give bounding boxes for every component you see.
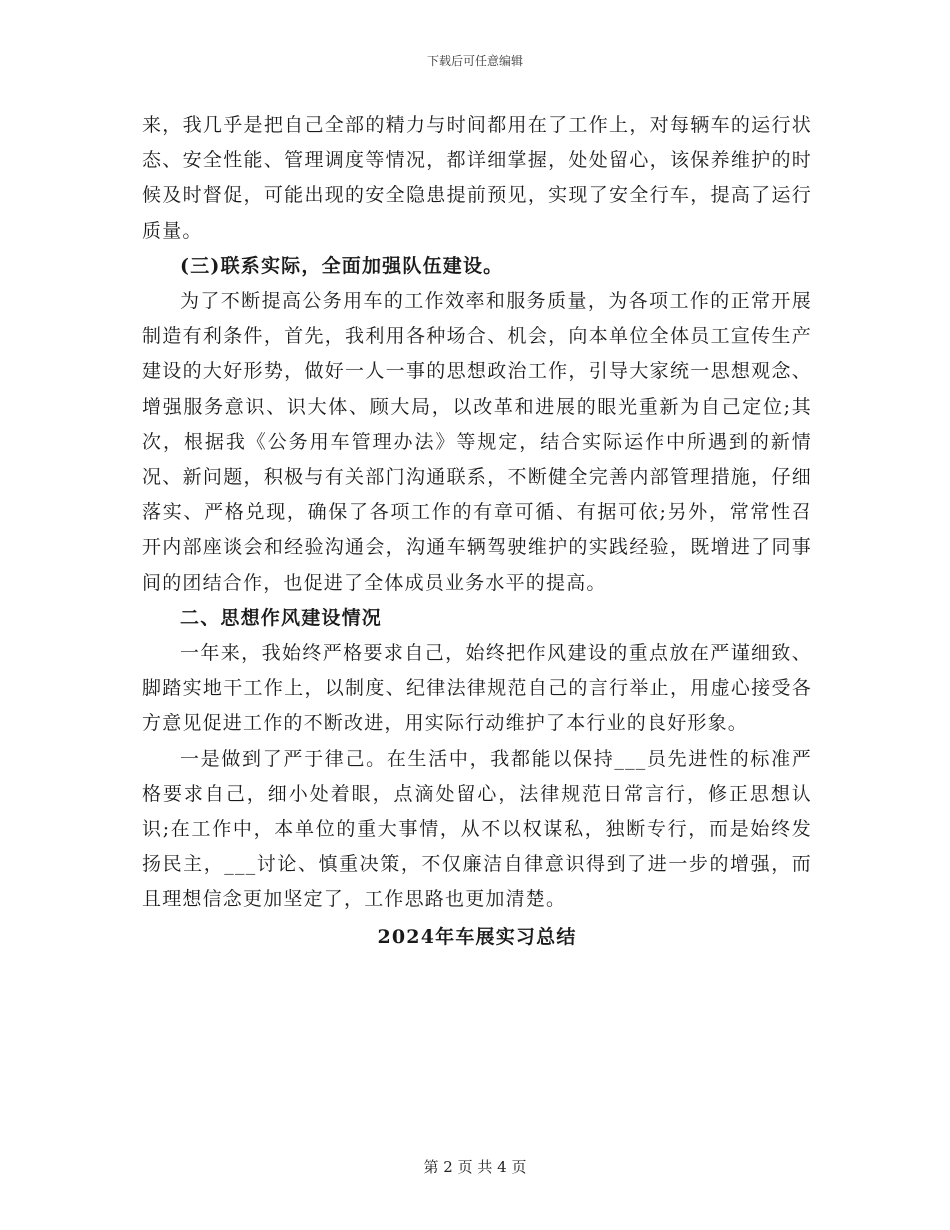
section-heading-team-building: (三)联系实际，全面加强队伍建设。 [180, 254, 504, 277]
page-header: 下载后可任意编辑 [426, 54, 523, 68]
paragraph-continuation: 来，我几乎是把自己全部的精力与时间都用在了工作上，对每辆车的运行状态、安全性能、管理调度等情况，都详细掌握，处处留心，该保养维护的时候及时督促，可能出现的安全隐患提前预见，实现了安全行车，提高了运行质量。 [142, 114, 812, 242]
paragraph-team-building: 为了不断提高公务用车的工作效率和服务质量，为各项工作的正常开展制造有利条件，首先，我利用各种场合、机会，向本单位全体员工宣传生产建设的大好形势，做好一人一事的思想政治工作，引导大家统一思想观念、增强服务意识、识大体、顾大局，以改革和进展的眼光重新为自己定位;其次，根据我《公务用车管理办法》等规定，结合实际运作中所遇到的新情况、新问题，积极与有关部门沟通联系，不断健全完善内部管理措施，仔细落实、严格兑现，确保了各项工作的有章可循、有据可依;另外，常常性召开内部座谈会和经验沟通会，沟通车辆驾驶维护的实践经验，既增进了同事间的团结合作，也促进了全体成员业务水平的提高。 [142, 290, 812, 594]
document-title: 2024年车展实习总结 [377, 925, 577, 948]
section-heading-work-style: 二、思想作风建设情况 [180, 606, 383, 629]
paragraph-work-style: 一年来，我始终严格要求自己，始终把作风建设的重点放在严谨细致、脚踏实地干工作上，以制度、纪律法律规范自己的言行举止，用虚心接受各方意见促进工作的不断改进，用实际行动维护了本行业的良好形象。 [142, 642, 812, 735]
page-number: 第 2 页 共 4 页 [423, 1158, 527, 1176]
document-body [142, 108, 812, 955]
paragraph-self-discipline: 一是做到了严于律己。在生活中，我都能以保持___员先进性的标准严格要求自己，细小处着眼，点滴处留心，法律规范日常言行，修正思想认识;在工作中，本单位的重大事情，从不以权谋私，独断专行，而是始终发扬民主，___讨论、慎重决策，不仅廉洁自律意识得到了进一步的增强，而且理想信念更加坚定了，工作思路也更加清楚。 [142, 747, 812, 911]
